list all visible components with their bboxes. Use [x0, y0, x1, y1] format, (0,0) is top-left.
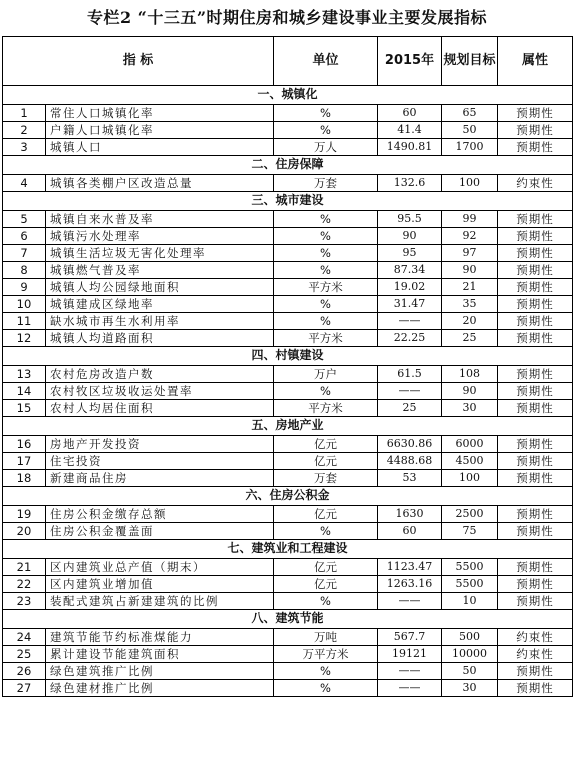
cell-2015-value: ——	[378, 383, 442, 400]
cell-indicator: 城镇生活垃圾无害化处理率	[46, 245, 274, 262]
cell-number: 15	[3, 400, 46, 417]
table-row	[3, 296, 573, 313]
cell-number: 13	[3, 366, 46, 383]
cell-attribute: 预期性	[498, 313, 573, 330]
cell-attribute: 预期性	[498, 262, 573, 279]
section-row	[3, 610, 573, 629]
cell-attribute: 约束性	[498, 175, 573, 192]
cell-number: 12	[3, 330, 46, 347]
cell-target: 92	[442, 228, 498, 245]
cell-2015-value: 22.25	[378, 330, 442, 347]
cell-indicator: 建筑节能节约标准煤能力	[46, 629, 274, 646]
table-row	[3, 262, 573, 279]
section-title: 五、房地产业	[3, 417, 573, 436]
header-target: 规划目标	[442, 37, 498, 86]
table-row	[3, 523, 573, 540]
cell-unit: %	[274, 296, 378, 313]
cell-unit: %	[274, 383, 378, 400]
cell-2015-value: 31.47	[378, 296, 442, 313]
table-row	[3, 400, 573, 417]
cell-indicator: 城镇人口	[46, 139, 274, 156]
cell-unit: %	[274, 228, 378, 245]
cell-number: 19	[3, 506, 46, 523]
cell-2015-value: ——	[378, 663, 442, 680]
table-row	[3, 663, 573, 680]
section-title: 四、村镇建设	[3, 347, 573, 366]
section-title: 七、建筑业和工程建设	[3, 540, 573, 559]
cell-2015-value: 60	[378, 105, 442, 122]
section-row	[3, 540, 573, 559]
cell-indicator: 城镇建成区绿地率	[46, 296, 274, 313]
cell-2015-value: 1263.16	[378, 576, 442, 593]
cell-target: 108	[442, 366, 498, 383]
cell-unit: %	[274, 313, 378, 330]
cell-target: 2500	[442, 506, 498, 523]
cell-indicator: 绿色建筑推广比例	[46, 663, 274, 680]
cell-unit: %	[274, 663, 378, 680]
table-row	[3, 436, 573, 453]
cell-target: 100	[442, 175, 498, 192]
cell-number: 22	[3, 576, 46, 593]
cell-target: 100	[442, 470, 498, 487]
cell-number: 18	[3, 470, 46, 487]
cell-2015-value: 1123.47	[378, 559, 442, 576]
cell-unit: 万平方米	[274, 646, 378, 663]
cell-attribute: 预期性	[498, 383, 573, 400]
cell-target: 99	[442, 211, 498, 228]
section-title: 八、建筑节能	[3, 610, 573, 629]
cell-number: 21	[3, 559, 46, 576]
cell-number: 23	[3, 593, 46, 610]
cell-unit: 万吨	[274, 629, 378, 646]
cell-attribute: 预期性	[498, 593, 573, 610]
table-row	[3, 559, 573, 576]
cell-indicator: 装配式建筑占新建建筑的比例	[46, 593, 274, 610]
cell-unit: 万户	[274, 366, 378, 383]
cell-2015-value: 132.6	[378, 175, 442, 192]
table-row	[3, 506, 573, 523]
cell-attribute: 预期性	[498, 139, 573, 156]
cell-number: 17	[3, 453, 46, 470]
cell-indicator: 农村危房改造户数	[46, 366, 274, 383]
indicator-table	[2, 36, 573, 697]
cell-indicator: 城镇人均道路面积	[46, 330, 274, 347]
cell-2015-value: 87.34	[378, 262, 442, 279]
cell-number: 6	[3, 228, 46, 245]
cell-unit: 亿元	[274, 576, 378, 593]
cell-indicator: 户籍人口城镇化率	[46, 122, 274, 139]
cell-target: 1700	[442, 139, 498, 156]
cell-number: 26	[3, 663, 46, 680]
table-row	[3, 366, 573, 383]
table-row	[3, 139, 573, 156]
section-row	[3, 417, 573, 436]
cell-target: 50	[442, 122, 498, 139]
cell-number: 14	[3, 383, 46, 400]
cell-attribute: 预期性	[498, 228, 573, 245]
table-row	[3, 593, 573, 610]
cell-unit: %	[274, 211, 378, 228]
header-unit: 单位	[274, 37, 378, 86]
cell-attribute: 预期性	[498, 296, 573, 313]
cell-2015-value: 4488.68	[378, 453, 442, 470]
cell-unit: 万套	[274, 175, 378, 192]
cell-attribute: 预期性	[498, 400, 573, 417]
cell-target: 20	[442, 313, 498, 330]
section-row	[3, 86, 573, 105]
cell-target: 75	[442, 523, 498, 540]
table-row	[3, 453, 573, 470]
table-body	[3, 86, 573, 697]
cell-indicator: 城镇自来水普及率	[46, 211, 274, 228]
cell-attribute: 预期性	[498, 245, 573, 262]
section-row	[3, 156, 573, 175]
cell-indicator: 常住人口城镇化率	[46, 105, 274, 122]
cell-indicator: 区内建筑业总产值（期末）	[46, 559, 274, 576]
cell-number: 10	[3, 296, 46, 313]
cell-attribute: 预期性	[498, 436, 573, 453]
cell-attribute: 预期性	[498, 506, 573, 523]
cell-number: 5	[3, 211, 46, 228]
cell-attribute: 预期性	[498, 576, 573, 593]
cell-2015-value: 1490.81	[378, 139, 442, 156]
cell-indicator: 绿色建材推广比例	[46, 680, 274, 697]
cell-number: 9	[3, 279, 46, 296]
cell-number: 2	[3, 122, 46, 139]
header-year: 2015年	[378, 37, 442, 86]
section-row	[3, 347, 573, 366]
cell-attribute: 预期性	[498, 470, 573, 487]
cell-unit: %	[274, 262, 378, 279]
cell-number: 24	[3, 629, 46, 646]
cell-indicator: 累计建设节能建筑面积	[46, 646, 274, 663]
table-row	[3, 175, 573, 192]
cell-unit: 亿元	[274, 436, 378, 453]
section-title: 二、住房保障	[3, 156, 573, 175]
cell-attribute: 预期性	[498, 559, 573, 576]
cell-number: 3	[3, 139, 46, 156]
section-row	[3, 487, 573, 506]
cell-2015-value: ——	[378, 313, 442, 330]
cell-target: 50	[442, 663, 498, 680]
cell-indicator: 城镇各类棚户区改造总量	[46, 175, 274, 192]
cell-attribute: 预期性	[498, 122, 573, 139]
cell-number: 7	[3, 245, 46, 262]
cell-target: 90	[442, 262, 498, 279]
cell-unit: %	[274, 122, 378, 139]
cell-2015-value: 1630	[378, 506, 442, 523]
cell-indicator: 城镇燃气普及率	[46, 262, 274, 279]
cell-unit: %	[274, 523, 378, 540]
cell-indicator: 区内建筑业增加值	[46, 576, 274, 593]
cell-target: 35	[442, 296, 498, 313]
cell-unit: 平方米	[274, 279, 378, 296]
cell-unit: %	[274, 680, 378, 697]
table-row	[3, 228, 573, 245]
cell-unit: %	[274, 245, 378, 262]
cell-indicator: 城镇污水处理率	[46, 228, 274, 245]
cell-indicator: 城镇人均公园绿地面积	[46, 279, 274, 296]
cell-attribute: 预期性	[498, 279, 573, 296]
header-indicator: 指 标	[3, 37, 274, 86]
cell-attribute: 预期性	[498, 523, 573, 540]
cell-target: 90	[442, 383, 498, 400]
cell-2015-value: 90	[378, 228, 442, 245]
table-row	[3, 211, 573, 228]
cell-attribute: 预期性	[498, 680, 573, 697]
cell-indicator: 住房公积金覆盖面	[46, 523, 274, 540]
cell-2015-value: 95	[378, 245, 442, 262]
cell-attribute: 约束性	[498, 646, 573, 663]
cell-attribute: 预期性	[498, 105, 573, 122]
cell-2015-value: 53	[378, 470, 442, 487]
cell-target: 6000	[442, 436, 498, 453]
table-row	[3, 313, 573, 330]
cell-indicator: 农村牧区垃圾收运处置率	[46, 383, 274, 400]
cell-unit: 亿元	[274, 453, 378, 470]
cell-2015-value: 95.5	[378, 211, 442, 228]
cell-2015-value: 61.5	[378, 366, 442, 383]
cell-target: 10000	[442, 646, 498, 663]
cell-number: 16	[3, 436, 46, 453]
cell-number: 27	[3, 680, 46, 697]
cell-2015-value: 567.7	[378, 629, 442, 646]
cell-2015-value: 19.02	[378, 279, 442, 296]
cell-target: 25	[442, 330, 498, 347]
cell-target: 500	[442, 629, 498, 646]
document-title: 专栏2 “十三五”时期住房和城乡建设事业主要发展指标	[86, 8, 488, 27]
table-row	[3, 629, 573, 646]
cell-2015-value: 19121	[378, 646, 442, 663]
cell-2015-value: 6630.86	[378, 436, 442, 453]
cell-indicator: 住房公积金缴存总额	[46, 506, 274, 523]
cell-unit: 万套	[274, 470, 378, 487]
header-attribute: 属性	[498, 37, 573, 86]
cell-unit: 亿元	[274, 559, 378, 576]
cell-target: 10	[442, 593, 498, 610]
cell-number: 4	[3, 175, 46, 192]
cell-2015-value: ——	[378, 680, 442, 697]
section-title: 六、住房公积金	[3, 487, 573, 506]
section-row	[3, 192, 573, 211]
section-title: 三、城市建设	[3, 192, 573, 211]
cell-target: 4500	[442, 453, 498, 470]
table-row	[3, 680, 573, 697]
table-row	[3, 646, 573, 663]
cell-indicator: 农村人均居住面积	[46, 400, 274, 417]
cell-target: 5500	[442, 576, 498, 593]
cell-target: 5500	[442, 559, 498, 576]
cell-indicator: 住宅投资	[46, 453, 274, 470]
cell-indicator: 新建商品住房	[46, 470, 274, 487]
cell-number: 20	[3, 523, 46, 540]
cell-number: 8	[3, 262, 46, 279]
cell-target: 97	[442, 245, 498, 262]
table-row	[3, 122, 573, 139]
cell-attribute: 预期性	[498, 366, 573, 383]
table-header-row	[3, 37, 573, 86]
cell-2015-value: 60	[378, 523, 442, 540]
cell-unit: 平方米	[274, 330, 378, 347]
cell-2015-value: 41.4	[378, 122, 442, 139]
cell-target: 30	[442, 680, 498, 697]
cell-unit: %	[274, 105, 378, 122]
cell-attribute: 约束性	[498, 629, 573, 646]
cell-unit: 万人	[274, 139, 378, 156]
table-row	[3, 576, 573, 593]
cell-2015-value: 25	[378, 400, 442, 417]
cell-attribute: 预期性	[498, 453, 573, 470]
cell-unit: %	[274, 593, 378, 610]
table-row	[3, 245, 573, 262]
cell-unit: 平方米	[274, 400, 378, 417]
cell-number: 11	[3, 313, 46, 330]
table-row	[3, 470, 573, 487]
cell-target: 30	[442, 400, 498, 417]
cell-attribute: 预期性	[498, 330, 573, 347]
cell-indicator: 房地产开发投资	[46, 436, 274, 453]
table-row	[3, 330, 573, 347]
cell-unit: 亿元	[274, 506, 378, 523]
table-row	[3, 383, 573, 400]
cell-target: 21	[442, 279, 498, 296]
cell-attribute: 预期性	[498, 663, 573, 680]
cell-attribute: 预期性	[498, 211, 573, 228]
cell-indicator: 缺水城市再生水利用率	[46, 313, 274, 330]
cell-number: 25	[3, 646, 46, 663]
table-row	[3, 105, 573, 122]
section-title: 一、城镇化	[3, 86, 573, 105]
cell-number: 1	[3, 105, 46, 122]
cell-2015-value: ——	[378, 593, 442, 610]
cell-target: 65	[442, 105, 498, 122]
table-row	[3, 279, 573, 296]
